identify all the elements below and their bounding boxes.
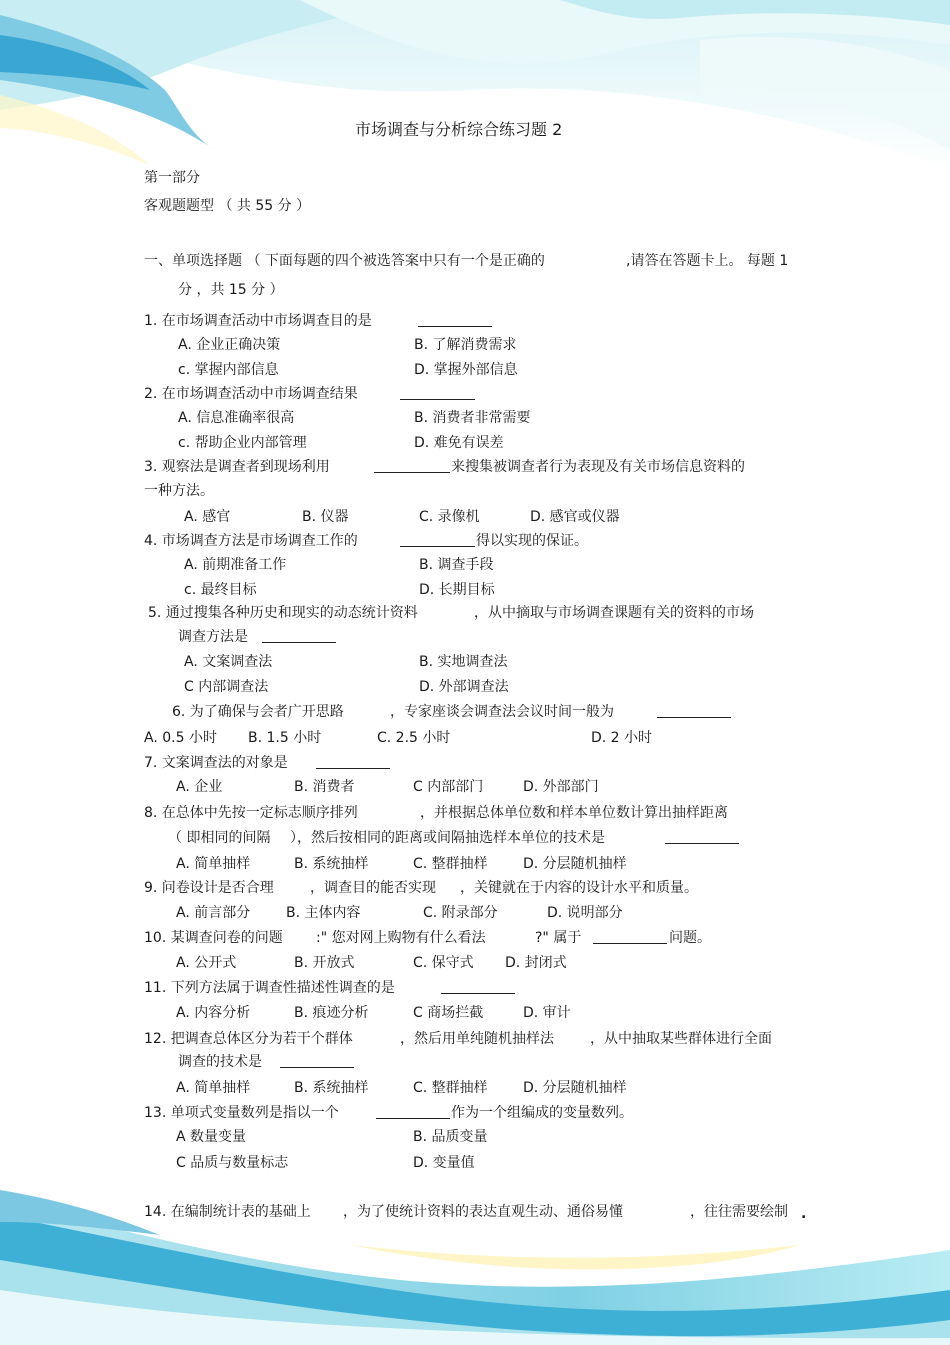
question-text: 来搜集被调查者行为表现及有关市场信息资料的 xyxy=(451,459,745,475)
option: A. 信息准确率很高 xyxy=(178,410,295,426)
option: A. 前期准备工作 xyxy=(184,557,287,573)
option: B. 1.5 小时 xyxy=(248,730,322,746)
option: D. 感官或仪器 xyxy=(530,509,620,525)
option: D. 封闭式 xyxy=(505,955,567,971)
option: D. 2 小时 xyxy=(591,730,653,746)
option: A. 企业 xyxy=(176,779,223,795)
option: C. 保守式 xyxy=(413,955,474,971)
option: D. 说明部分 xyxy=(547,905,623,921)
option: c. 掌握内部信息 xyxy=(178,362,279,378)
option: B. 主体内容 xyxy=(286,905,361,921)
option: C. 附录部分 xyxy=(423,905,498,921)
option: B. 调查手段 xyxy=(419,557,494,573)
option: A. 前言部分 xyxy=(176,905,251,921)
answer-blank xyxy=(657,703,731,718)
answer-blank xyxy=(593,929,667,944)
part-heading: 第一部分 xyxy=(144,170,200,186)
answer-blank xyxy=(376,1104,450,1119)
option: B. 了解消费需求 xyxy=(414,337,517,353)
answer-blank xyxy=(262,628,336,643)
question-text: 调查方法是 xyxy=(178,629,248,645)
question-text: 14. 在编制统计表的基础上 xyxy=(144,1204,311,1220)
option: B. 消费者 xyxy=(294,779,355,795)
question-text: ，为了使统计资料的表达直观生动、通俗易懂 xyxy=(343,1204,623,1220)
question-text: ?" 属于 xyxy=(535,930,582,946)
option: A. 企业正确决策 xyxy=(178,337,281,353)
question-text: 4. 市场调查方法是市场调查工作的 xyxy=(144,533,358,549)
question-text: ，专家座谈会调查法会议时间一般为 xyxy=(390,704,614,720)
question-text: 11. 下列方法属于调查性描述性调查的是 xyxy=(144,980,395,996)
question-text: . xyxy=(801,1206,807,1222)
question-text: 作为一个组编成的变量数列。 xyxy=(451,1105,633,1121)
question-text: 13. 单项式变量数列是指以一个 xyxy=(144,1105,339,1121)
option: D. 难免有误差 xyxy=(414,435,504,451)
option: D. 掌握外部信息 xyxy=(414,362,518,378)
question-text: 5. 通过搜集各种历史和现实的动态统计资料 xyxy=(148,605,418,621)
option: A 数量变量 xyxy=(176,1129,247,1145)
option: B. 痕迹分析 xyxy=(294,1005,369,1021)
part-subtitle: 客观题题型 （ 共 55 分 ） xyxy=(144,198,311,214)
option: D. 审计 xyxy=(523,1005,571,1021)
question-text: ，关键就在于内容的设计水平和质量。 xyxy=(460,880,698,896)
section-heading-line2: 分 ，共 15 分 ） xyxy=(178,282,284,298)
option: B. 消费者非常需要 xyxy=(414,410,531,426)
option: C. 2.5 小时 xyxy=(377,730,451,746)
option: A. 简单抽样 xyxy=(176,856,251,872)
answer-blank xyxy=(280,1053,354,1068)
option: C 商场拦截 xyxy=(413,1005,484,1021)
option: D. 分层随机抽样 xyxy=(523,1080,627,1096)
question-text: 8. 在总体中先按一定标志顺序排列 xyxy=(144,805,358,821)
question-text: ，从中抽取某些群体进行全面 xyxy=(590,1031,772,1047)
option: D. 分层随机抽样 xyxy=(523,856,627,872)
question-text: 3. 观察法是调查者到现场利用 xyxy=(144,459,330,475)
question-text: ，从中摘取与市场调查课题有关的资料的市场 xyxy=(474,605,754,621)
answer-blank xyxy=(400,532,475,547)
option: B. 品质变量 xyxy=(413,1129,488,1145)
option: D. 外部部门 xyxy=(523,779,599,795)
answer-blank xyxy=(418,312,492,327)
question-text: :" 您对网上购物有什么看法 xyxy=(316,930,486,946)
question-text: ，并根据总体单位数和样本单位数计算出抽样距离 xyxy=(420,805,728,821)
question-text: 6. 为了确保与会者广开思路 xyxy=(172,704,344,720)
option: B. 实地调查法 xyxy=(419,654,508,670)
question-text: （ 即相同的间隔 xyxy=(168,830,271,846)
option: A. 内容分析 xyxy=(176,1005,251,1021)
option: B. 开放式 xyxy=(294,955,355,971)
question-text: ），然后按相同的距离或间隔抽选样本单位的技术是 xyxy=(290,830,605,846)
option: c. 帮助企业内部管理 xyxy=(178,435,307,451)
question-text: ，然后用单纯随机抽样法 xyxy=(400,1031,554,1047)
question-text: ，调查目的能否实现 xyxy=(310,880,436,896)
question-text: 2. 在市场调查活动中市场调查结果 xyxy=(144,386,358,402)
answer-blank xyxy=(441,979,515,994)
option: C. 录像机 xyxy=(419,509,480,525)
option: B. 仪器 xyxy=(302,509,349,525)
option: C 内部调查法 xyxy=(184,679,269,695)
question-text: 9. 问卷设计是否合理 xyxy=(144,880,274,896)
section-heading-cont: ,请答在答题卡上。 每题 1 xyxy=(626,253,789,269)
question-text: ，往往需要绘制 xyxy=(690,1204,788,1220)
answer-blank xyxy=(316,754,390,769)
option: C 内部部门 xyxy=(413,779,484,795)
option: D. 外部调查法 xyxy=(419,679,509,695)
option: C. 整群抽样 xyxy=(413,856,488,872)
option: A. 0.5 小时 xyxy=(144,730,217,746)
question-text: 12. 把调查总体区分为若干个群体 xyxy=(144,1031,353,1047)
question-text: 10. 某调查问卷的问题 xyxy=(144,930,283,946)
option: A. 文案调查法 xyxy=(184,654,273,670)
section-heading: 一、单项选择题 （ 下面每题的四个被选答案中只有一个是正确的 xyxy=(144,253,545,269)
question-text: 一种方法。 xyxy=(144,483,214,499)
option: c. 最终目标 xyxy=(184,582,257,598)
option: C. 整群抽样 xyxy=(413,1080,488,1096)
option: D. 长期目标 xyxy=(419,582,495,598)
option: A. 简单抽样 xyxy=(176,1080,251,1096)
option: D. 变量值 xyxy=(413,1155,475,1171)
option: A. 公开式 xyxy=(176,955,237,971)
answer-blank xyxy=(374,458,450,473)
question-text: 问题。 xyxy=(669,930,711,946)
question-text: 1. 在市场调查活动中市场调查目的是 xyxy=(144,313,372,329)
question-text: 调查的技术是 xyxy=(178,1054,262,1070)
question-text: 7. 文案调查法的对象是 xyxy=(144,755,288,771)
option: B. 系统抽样 xyxy=(294,1080,369,1096)
answer-blank xyxy=(400,385,475,400)
option: A. 感官 xyxy=(184,509,231,525)
option: C 品质与数量标志 xyxy=(176,1155,289,1171)
document-title: 市场调查与分析综合练习题 2 xyxy=(355,120,563,139)
answer-blank xyxy=(665,829,739,844)
option: B. 系统抽样 xyxy=(294,856,369,872)
question-text: 得以实现的保证。 xyxy=(476,533,588,549)
